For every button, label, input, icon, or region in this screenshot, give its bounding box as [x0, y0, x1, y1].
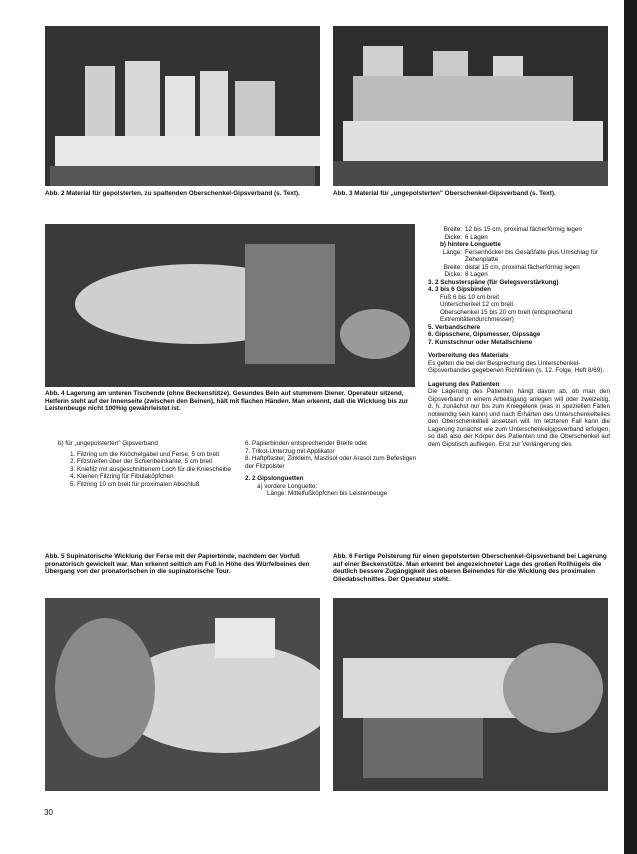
caption-abb2: Abb. 2 Material für gepolsterten, zu spaltenden Oberschenkel-Gipsverband (s. Text). [45, 190, 300, 197]
list-item-1: 1. Filzring um die Knöchelgabel und Ferse, 5 cm breit [70, 450, 220, 458]
label-breite-2: Breite: [443, 263, 462, 271]
photo-wicklung-ferse [45, 598, 320, 791]
paragraph-vorbereitung: Es gelten die bei der Besprechung des Unterschenkel-Gipsverbandes gegebenen Richtlinien (s. 12. Folge, Heft 8/69). [428, 359, 605, 374]
item-4: 4. 3 bis 6 Gipsbinden [428, 286, 491, 293]
photo-lagerung [45, 224, 415, 387]
scan-edge [624, 0, 637, 854]
item-4c: Oberschenkel 15 bis 20 cm breit (entsprechend Extremitätendurchmesser) [440, 308, 573, 323]
item-6: 6. Gipsschere, Gipsmesser, Gipssäge [428, 331, 541, 338]
list-heading: b) für „ungepolsterten" Gipsverband [58, 440, 158, 447]
caption-abb3: Abb. 3 Material für „ungepolsterten" Oberschenkel-Gipsverband (s. Text). [333, 190, 556, 197]
list-item-7: 7. Trikot-Unterzug mit Applikator [245, 447, 335, 455]
list-item-8: 8. Haftpflaster, Zinkleim, Mastisol oder Arasol zum Befestigen der Filzpolster [245, 455, 417, 470]
page-number: 30 [44, 808, 53, 817]
photo-material-ungepolstert [333, 26, 608, 186]
left-column-list [58, 440, 238, 488]
label-breite: Breite: [443, 226, 462, 233]
value-breite-2: distal 15 cm, proximal fächerförmig legen [465, 263, 580, 271]
value-breite: 12 bis 15 cm, proximal fächerförmig legen [465, 226, 582, 233]
item-laenge-vordere: Länge: Mittelfußköpfchen bis Leistenbeuge [267, 490, 388, 497]
value-laenge: Fersenhöcker bis Gesäßfalte plus Umschlag für Zehenplatte [465, 248, 598, 263]
list-item-5: 5. Filzring 10 cm breit für proximalen Abschluß [70, 480, 200, 488]
label-dicke: Dicke: [444, 233, 462, 241]
middle-column-list [245, 440, 420, 498]
photo-fertige-polsterung [333, 598, 608, 791]
item-7: 7. Kunstschnur oder Metallschiene [428, 338, 533, 346]
item-5: 5. Verbandschere [428, 323, 481, 331]
item-hintere-longuette: b) hintere Longuette [440, 241, 501, 248]
label-dicke-2: Dicke: [444, 271, 462, 278]
heading-lagerung: Lagerung des Patienten [428, 380, 500, 388]
list-item-6: 6. Papierbinden entsprechender Breite oder [245, 440, 368, 447]
caption-abb6: Abb. 6 Fertige Polsterung für einen gepolsterten Oberschenkel-Gipsverband bei Lagerung auf einer Beckenstütze. Man erkennt bei angezeichneter Lage des großen Rollhügels die deutlich bessere Zugängigkeit des oberen Beinendes für die Wicklung des proximalen Gliedabschnittes. Der Operateur steht. [333, 553, 607, 583]
value-dicke-2: 8 Lagen [465, 271, 488, 278]
item-4b: Unterschenkel 12 cm breit [440, 301, 514, 308]
heading-vorbereitung: Vorbereitung des Materials [428, 352, 509, 359]
item-3: 3. 2 Schusterspäne (für Gelegsverstärkung) [428, 278, 559, 286]
right-column [428, 226, 610, 448]
list-item-2: 2. Filzstreifen über der Schienbeinkante, 5 cm breit [70, 458, 213, 465]
caption-abb4: Abb. 4 Lagerung am unteren Tischende (ohne Beckenstütze). Gesundes Bein auf stummem Diener. Operateur sitzend, Helferin steht auf der Innenseite (zwischen den Beinen), hält mit flachen Händen. Man erkennt, daß die Wicklung bis zur Leistenbeuge nicht 100%ig gewährleistet ist. [45, 390, 409, 413]
paragraph-lagerung: Die Lagerung des Patienten hängt davon ab, ob man den Gipsverband in einem Arbeitsgang anlegen will oder zweizeitig, d. h. zunächst nur bis zum Kniegelenk (was in speziellen Fällen notwendig sein kann) und nach Erhärten des Unterschenkelteiles den Oberschenkelteil ansetzen will. Im letzteren Fall kann die Lagerung zunächst wie zum Unterschenkelgipsverband erfolgen, so daß also der Körper des Patienten und die Oberschenkel auf dem Gipstisch aufliegen. Erst zur Verlängerung des [428, 388, 610, 448]
caption-abb5: Abb. 5 Supinatorische Wicklung der Ferse mit der Papierbinde, nachdem der Vorfuß pronatorisch gewickelt war. Man erkennt seitlich am Fuß in Höhe des Würfelbeines den Übergang von der pronatorischen in die supinatorische Tour. [45, 553, 310, 576]
value-dicke: 6 Lagen [465, 233, 488, 241]
list-item-4: 4. Kleinen Filzring für Fibulaköpfchen [70, 473, 174, 480]
heading-gipslonguetten: 2. 2 Gipslonguetten [245, 475, 304, 482]
photo-material-gepolstert [45, 26, 320, 186]
list-item-3: 3. Kniefilz mit ausgeschnittenem Loch für die Kniescheibe [70, 465, 232, 473]
item-vordere-longuette: a) vordere Longuette: [257, 482, 318, 490]
label-laenge: Länge: [442, 248, 462, 256]
item-4a: Fuß 6 bis 10 cm breit [440, 293, 500, 301]
